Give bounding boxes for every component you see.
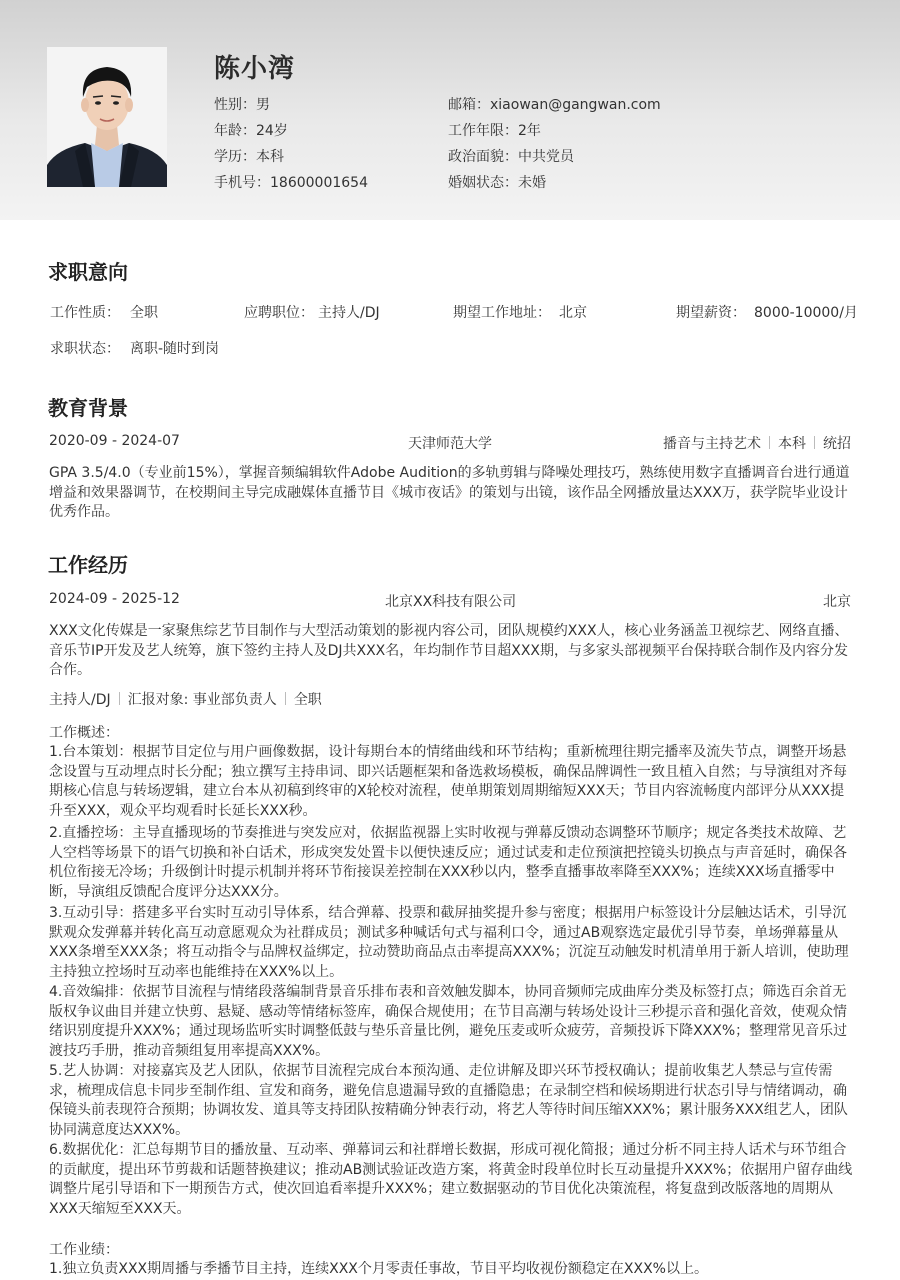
intent-status <box>50 338 219 358</box>
political-status-field: 政治面貌：中共党员 <box>448 149 574 165</box>
work-role: 主持人/DJ <box>49 692 111 708</box>
work-item-1: 1.台本策划：根据节目定位与用户画像数据，设计每期台本的情绪曲线和环节结构；重新梳理往期完播率及流失节点，调整开场悬念设置与互动埋点时长分配；独立撰写主持串词、即兴话题框架和备选救场模板，确保品牌调性一致且植入自然；与导演组对齐每期核心信息与转场逻辑，建立台本从初稿到终审的X轮校对流程，使单期策划周期缩短XXX天；节目内容流畅度内部评分从XXX提升至XXX，观众平均观看时长延长XXX秒。 <box>49 744 847 819</box>
work-city: 北京 <box>823 594 851 610</box>
intent-location-value: 北京 <box>559 305 587 321</box>
section-title-intent: 求职意向 <box>48 260 128 284</box>
work-item-4: 4.音效编排：依据节目流程与情绪段落编制背景音乐排布表和音效触发脚本，协同音频师完成曲库分类及标签打点；筛选百余首无版权争议曲目并建立快剪、悬疑、感动等情绪标签库，确保合规使用；在节目高潮与转场处设计三秒提示音和强化音效，使观众情绪识别度提升XXX%；通过现场监听实时调整低鼓与垫乐音量比例，避免压麦或听众疲劳，音频投诉下降XXX%；整理常见音乐过渡技巧手册，推动音频组复用率提高XXX%。 <box>49 984 848 1059</box>
intent-status-label: 求职状态： <box>50 341 120 357</box>
separator <box>769 436 770 449</box>
intent-location <box>453 302 587 322</box>
gender-field: 性别：男 <box>214 97 270 113</box>
work-item-5: 5.艺人协调：对接嘉宾及艺人团队，依据节目流程完成台本预沟通、走位讲解及即兴环节授权确认；提前收集艺人禁忌与宣传需求，梳理成信息卡同步至制作组、宣发和商务，避免信息遗漏导致的直播隐患；在录制空档和候场期进行状态引导与情绪调动，确保镜头前表现符合预期；协调妆发、道具等支持团队按精确分钟表行动，将艺人等待时间压缩XXX%；累计服务XXX组艺人，团队协同满意度达XXX%。 <box>49 1063 848 1138</box>
work-role-meta <box>49 689 322 709</box>
work-item-6: 6.数据优化：汇总每期节目的播放量、互动率、弹幕词云和社群增长数据，形成可视化简报；通过分析不同主持人话术与环节组合的贡献度，提出环节剪裁和话题替换建议；推动AB测试验证改造方案，将黄金时段单位时长互动量提升XXX%；依据用户留存曲线调整片尾引导语和下一期预告方式，使次回追看率提升XXX%；建立数据驱动的节目优化决策流程，将复盘到改版落地的周期从XXX天缩短至XXX天。 <box>49 1142 853 1217</box>
intent-job-type-label: 工作性质： <box>50 305 120 321</box>
education-meta <box>663 433 851 453</box>
profile-header <box>0 0 900 220</box>
education-description: GPA 3.5/4.0（专业前15%），掌握音频编辑软件Adobe Audition的多轨剪辑与降噪处理技巧，熟练使用数字直播调音台进行通道增益和效果器调节，在校期间主导完成融媒体直播节目《城市夜话》的策划与出镜，该作品全网播放量达XXX万，获学院毕业设计优秀作品。 <box>49 465 850 520</box>
intent-salary <box>676 302 858 322</box>
education-period: 2020-09 - 2024-07 <box>49 433 180 449</box>
intent-job-type <box>50 302 158 322</box>
avatar-portrait <box>47 47 167 187</box>
work-report-to: 汇报对象: 事业部负责人 <box>127 692 277 708</box>
education-major: 播音与主持艺术 <box>663 436 761 452</box>
work-company: 北京XX科技有限公司 <box>385 594 517 610</box>
work-period: 2024-09 - 2025-12 <box>49 591 180 607</box>
intent-status-value: 离职-随时到岗 <box>130 341 220 357</box>
work-results-label: 工作业绩： <box>49 1242 119 1258</box>
intent-position <box>244 302 380 322</box>
work-overview-label: 工作概述： <box>49 725 119 741</box>
education-school: 天津师范大学 <box>408 436 492 452</box>
intent-salary-label: 期望薪资： <box>676 305 746 321</box>
intent-position-value: 主持人/DJ <box>318 305 380 321</box>
phone-field: 手机号：18600001654 <box>214 175 368 191</box>
age-field: 年龄：24岁 <box>214 123 288 139</box>
intent-job-type-value: 全职 <box>130 305 158 321</box>
education-mode: 统招 <box>823 436 851 452</box>
work-job-type: 全职 <box>293 692 322 708</box>
marital-status-field: 婚姻状态：未婚 <box>448 175 546 191</box>
work-item-3: 3.互动引导：搭建多平台实时互动引导体系，结合弹幕、投票和截屏抽奖提升参与密度；根据用户标签设计分层触达话术，引导沉默观众发弹幕并转化高互动意愿观众为社群成员；测试多种喊话句式与福利口令，通过AB观察选定最优引导节奏，单场弹幕量从XXX条增至XXX条；将互动指令与品牌权益绑定，拉动赞助商品点击率提高XXX%；沉淀互动触发时机清单用于新人培训，使助理主持独立控场时互动率也能维持在XXX%以上。 <box>49 905 849 980</box>
company-description: XXX文化传媒是一家聚焦综艺节目制作与大型活动策划的影视内容公司，团队规模约XXX人，核心业务涵盖卫视综艺、网络直播、音乐节IP开发及艺人统筹，旗下签约主持人及DJ共XXX名，年均制作节目超XXX期，与多家头部视频平台保持联合制作及内容分发合作。 <box>49 623 849 678</box>
work-result-1: 1.独立负责XXX期周播与季播节目主持，连续XXX个月零责任事故，节目平均收视份额稳定在XXX%以上。 <box>49 1261 708 1277</box>
education-degree: 本科 <box>778 436 806 452</box>
email-field: 邮箱：xiaowan@gangwan.com <box>448 97 661 113</box>
section-title-work: 工作经历 <box>48 553 128 577</box>
candidate-name: 陈小湾 <box>214 54 296 84</box>
education-level-field: 学历：本科 <box>214 149 284 165</box>
work-years-field: 工作年限：2年 <box>448 123 541 139</box>
intent-location-label: 期望工作地址： <box>453 305 551 321</box>
separator <box>119 692 120 705</box>
intent-position-label: 应聘职位： <box>244 305 314 321</box>
profile-photo <box>47 47 167 187</box>
work-item-2: 2.直播控场：主导直播现场的节奏推进与突发应对，依据监视器上实时收视与弹幕反馈动态调整环节顺序；规定各类技术故障、艺人空档等场景下的语气切换和补白话术，形成突发处置卡以便快速反应；通过试麦和走位预演把控镜头切换点与声音延时，确保各机位衔接无冷场；升级倒计时提示机制并将环节衔接误差控制在XXX秒以内，整季直播事故率降至XXX%；连续XXX场直播零中断，导演组反馈配合度评分达XXX分。 <box>49 825 847 900</box>
separator <box>814 436 815 449</box>
separator <box>285 692 286 705</box>
section-title-education: 教育背景 <box>48 396 128 420</box>
intent-salary-value: 8000-10000/月 <box>754 305 858 321</box>
